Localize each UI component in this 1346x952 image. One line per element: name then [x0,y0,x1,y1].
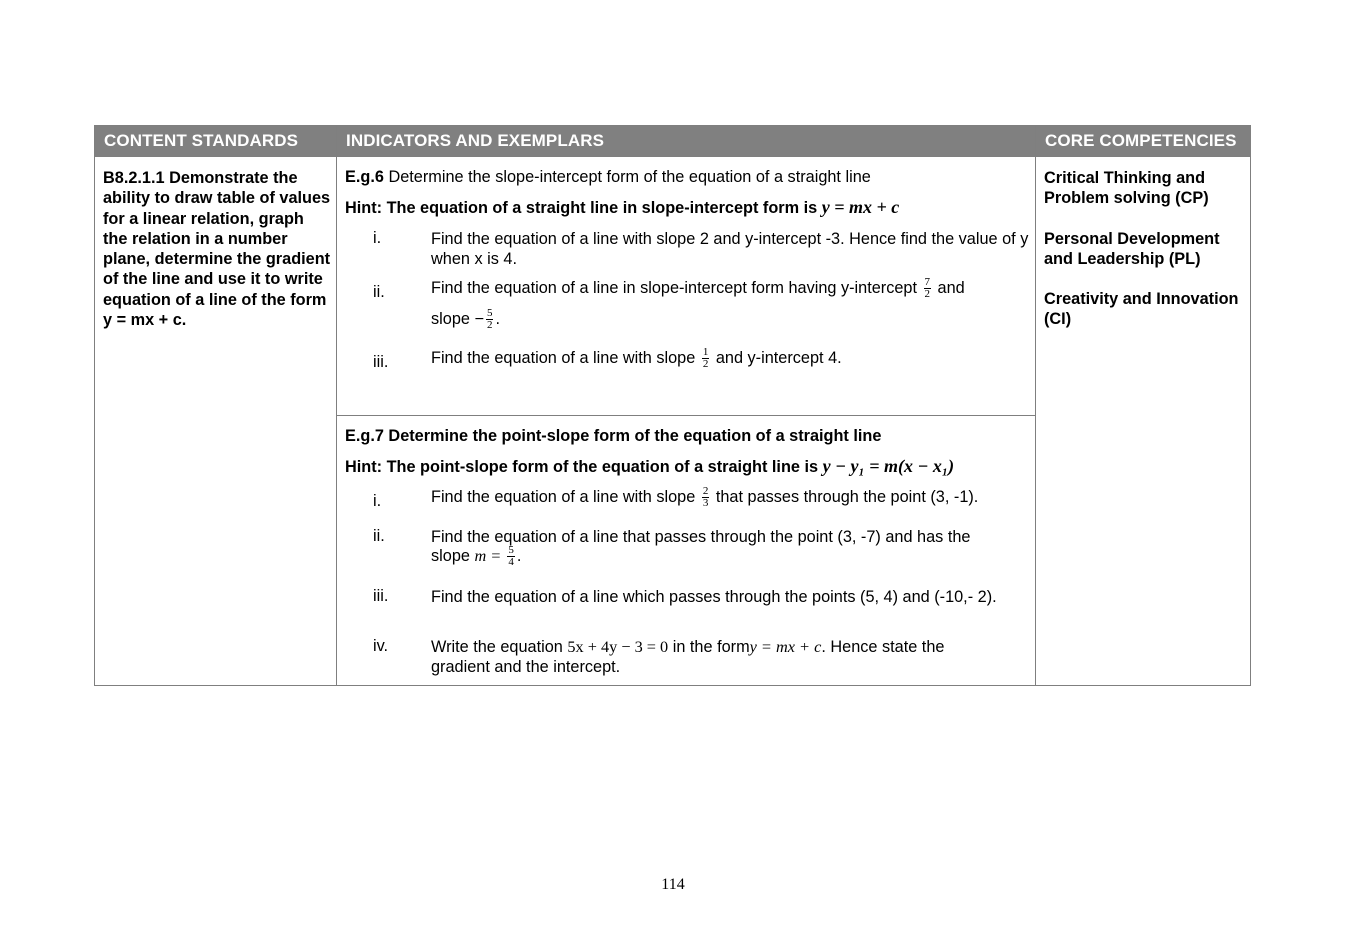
list-item-text-line2 [431,545,1031,568]
list-item-text-part: . Hence state the [821,638,945,656]
fraction [702,486,710,509]
list-item-number: iv. [373,637,389,655]
list-item-text: Find the equation of a line with slope 2 and y-intercept -3. Hence find the value of y when x is 4. [431,230,1029,268]
exemplar-6-title [345,168,871,187]
competency-item: Creativity and Innovation (CI) [1044,290,1239,329]
list-item-text-part: that passes through the point (3, -1). [711,487,979,506]
list-item-text: Find the equation of a line which passes through the points (5, 4) and (-10,- 2). [431,588,997,606]
list-item-text [431,486,1031,509]
math-expression: y = mx + c [749,637,822,656]
fraction-denominator: 4 [508,556,514,568]
fraction [702,347,710,370]
list-item-text-part: slope [431,546,475,565]
list-item-number: ii. [373,527,385,545]
core-competencies-list [1044,168,1244,350]
competency-item: Personal Development and Leadership (PL) [1044,229,1220,268]
fraction-numerator: 5 [508,544,514,556]
list-item-text-part: and y-intercept 4. [711,348,842,367]
exemplar-6-hint-text: Hint: The equation of a straight line in slope-intercept form is [345,199,822,217]
list-item-text-part: and [933,278,965,297]
list-item-number: iii. [373,353,389,371]
list-item-number: i. [373,229,382,247]
column-divider [336,126,337,685]
list-item-text-part: Find the equation of a line with slope [431,487,700,506]
fraction-numerator: 1 [702,346,709,358]
exemplar-6-title-text: Determine the slope-intercept form of the equation of a straight line [383,168,871,186]
column-divider [1035,126,1036,685]
list-item-text-line2 [431,308,1031,331]
header-divider [95,156,1250,157]
list-item-number: i. [373,492,382,510]
fraction [924,277,932,300]
fraction-numerator: 5 [486,307,493,319]
fraction-numerator: 2 [702,485,709,497]
list-item-text-part: Find the equation of a line with slope [431,348,700,367]
exemplar-6-hint-math: y = mx + c [821,197,900,217]
row-divider [337,415,1035,416]
fraction [486,308,494,331]
competency-item: Critical Thinking and Problem solving (CP) [1044,169,1209,208]
exemplar-7-hint-text: Hint: The point-slope form of the equation of a straight line is [345,458,823,476]
math-expression: 5x + 4y − 3 = 0 [567,637,669,656]
fraction-denominator: 3 [702,497,709,509]
list-item-text: Find the equation of a line that passes through the point (3, -7) and has the [431,528,971,546]
list-item-text-part: in the form [668,638,750,656]
page-number: 114 [661,876,685,893]
exemplar-6-label: E.g.6 [345,168,384,186]
exemplar-7-hint-math: y − y₁ = m(x − x₁) [822,456,955,476]
list-item-text [431,277,1031,300]
fraction-denominator: 2 [486,319,493,331]
list-item-number: ii. [373,283,385,301]
list-item-text-part: . [516,546,522,565]
fraction [507,545,515,568]
list-item-text-part: slope − [431,309,484,328]
math-expression: m = [474,545,506,565]
fraction-denominator: 2 [924,288,931,300]
list-item-number: iii. [373,587,389,605]
header-core-competencies: CORE COMPETENCIES [1036,126,1251,156]
header-indicators: INDICATORS AND EXEMPLARS [337,126,1036,156]
list-item-text-part: . [495,309,500,328]
list-item-text-part: Find the equation of a line in slope-intercept form having y-intercept [431,278,922,297]
curriculum-table [94,125,1251,686]
fraction-numerator: 7 [924,276,931,288]
fraction-denominator: 2 [702,358,709,370]
exemplar-6-hint [345,197,899,218]
content-standard-text: B8.2.1.1 Demonstrate the ability to draw table of values for a linear relation, graph the relation in a number plane, determine the gradient of the line and use it to write equation of a line of the form y = mx + c. [103,169,331,330]
exemplar-7-hint [345,456,954,477]
header-content-standards: CONTENT STANDARDS [95,126,337,156]
list-item-text [431,347,1031,370]
list-item-text-line2: gradient and the intercept. [431,658,621,676]
exemplar-7-title: E.g.7 Determine the point-slope form of the equation of a straight line [345,427,882,445]
list-item-text-part: Write the equation [431,638,568,656]
list-item-text [431,637,1031,657]
